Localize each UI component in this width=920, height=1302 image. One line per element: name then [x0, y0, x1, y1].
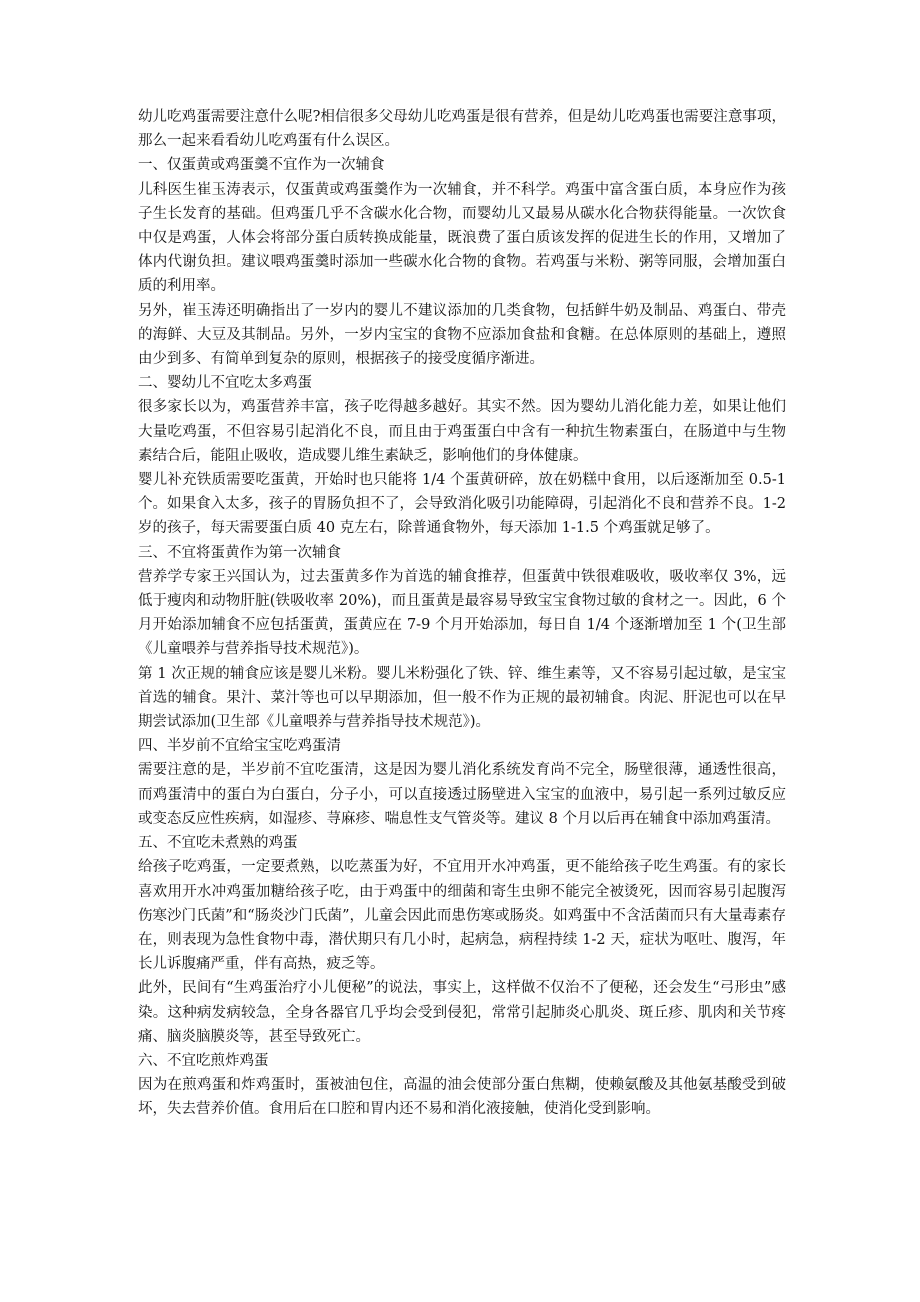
section-5-paragraph-1: 给孩子吃鸡蛋，一定要煮熟，以吃蒸蛋为好，不宜用开水冲鸡蛋，更不能给孩子吃生鸡蛋。有的家长喜欢用开水冲鸡蛋加糖给孩子吃，由于鸡蛋中的细菌和寄生虫卵不能完全被烫死，因而容易引起腹泻伤寒沙门氏菌”和“肠炎沙门氏菌”，儿童会因此而患伤寒或肠炎。如鸡蛋中不含活菌而只有大量毒素存在，则表现为急性食物中毒，潜伏期只有几小时，起病急，病程持续 1-2 天，症状为呕吐、腹泻，年长儿诉腹痛严重，伴有高热，疲乏等。 — [138, 859, 786, 973]
section-5-heading: 五、不宜吃未煮熟的鸡蛋 — [138, 835, 298, 852]
intro-paragraph: 幼儿吃鸡蛋需要注意什么呢?相信很多父母幼儿吃鸡蛋是很有营养，但是幼儿吃鸡蛋也需要注意事项，那么一起来看看幼儿吃鸡蛋有什么误区。 — [138, 109, 786, 150]
section-2-paragraph-2: 婴儿补充铁质需要吃蛋黄，开始时也只能将 1/4 个蛋黄研碎，放在奶糕中食用，以后逐渐加至 0.5-1 个。如果食入太多，孩子的胃肠负担不了，会导致消化吸引功能障碍，引起消化不良和营养不良。1-2 岁的孩子，每天需要蛋白质 40 克左右，除普通食物外，每天添加 1-1.5 个鸡蛋就足够了。 — [138, 472, 786, 537]
section-5-paragraph-2: 此外，民间有“生鸡蛋治疗小儿便秘”的说法，事实上，这样做不仅治不了便秘，还会发生“弓形虫”感染。这种病发病较急，全身各器官几乎均会受到侵犯，常常引起肺炎心肌炎、斑丘疹、肌肉和关节疼痛、脑炎脑膜炎等，甚至导致死亡。 — [138, 980, 786, 1045]
document-body — [138, 105, 786, 1122]
section-2-heading: 二、婴幼儿不宜吃太多鸡蛋 — [138, 375, 312, 392]
section-1-heading: 一、仅蛋黄或鸡蛋羹不宜作为一次辅食 — [138, 157, 385, 174]
section-2-paragraph-1: 很多家长以为，鸡蛋营养丰富，孩子吃得越多越好。其实不然。因为婴幼儿消化能力差，如果让他们大量吃鸡蛋，不但容易引起消化不良，而且由于鸡蛋蛋白中含有一种抗生物素蛋白，在肠道中与生物素结合后，能阻止吸收，造成婴儿维生素缺乏，影响他们的身体健康。 — [138, 399, 786, 464]
section-1-paragraph-1: 儿科医生崔玉涛表示，仅蛋黄或鸡蛋羹作为一次辅食，并不科学。鸡蛋中富含蛋白质，本身应作为孩子生长发育的基础。但鸡蛋几乎不含碳水化合物，而婴幼儿又最易从碳水化合物获得能量。一次饮食中仅是鸡蛋，人体会将部分蛋白质转换成能量，既浪费了蛋白质该发挥的促进生长的作用，又增加了体内代谢负担。建议喂鸡蛋羹时添加一些碳水化合物的食物。若鸡蛋与米粉、粥等同服，会增加蛋白质的利用率。 — [138, 181, 786, 295]
section-1-paragraph-2: 另外，崔玉涛还明确指出了一岁内的婴儿不建议添加的几类食物，包括鲜牛奶及制品、鸡蛋白、带壳的海鲜、大豆及其制品。另外，一岁内宝宝的食物不应添加食盐和食糖。在总体原则的基础上，遵照由少到多、有简单到复杂的原则，根据孩子的接受度循序渐进。 — [138, 302, 786, 368]
section-4-heading: 四、半岁前不宜给宝宝吃鸡蛋清 — [138, 738, 341, 755]
section-3-paragraph-2: 第 1 次正规的辅食应该是婴儿米粉。婴儿米粉强化了铁、锌、维生素等，又不容易引起过敏，是宝宝首选的辅食。果汁、菜汁等也可以早期添加，但一般不作为正规的最初辅食。肉泥、肝泥也可以在早期尝试添加(卫生部《儿童喂养与营养指导技术规范》)。 — [138, 665, 786, 731]
section-3-heading: 三、不宜将蛋黄作为第一次辅食 — [138, 544, 341, 561]
section-4-paragraph-1: 需要注意的是，半岁前不宜吃蛋清，这是因为婴儿消化系统发育尚不完全，肠壁很薄，通透性很高，而鸡蛋清中的蛋白为白蛋白，分子小，可以直接透过肠壁进入宝宝的血液中，易引起一系列过敏反应或变态反应性疾病，如湿疹、荨麻疹、喘息性支气管炎等。建议 8 个月以后再在辅食中添加鸡蛋清。 — [138, 762, 786, 827]
section-6-paragraph-1: 因为在煎鸡蛋和炸鸡蛋时，蛋被油包住，高温的油会使部分蛋白焦糊，使赖氨酸及其他氨基酸受到破坏，失去营养价值。食用后在口腔和胃内还不易和消化液接触，使消化受到影响。 — [138, 1077, 786, 1118]
section-6-heading: 六、不宜吃煎炸鸡蛋 — [138, 1052, 269, 1069]
section-3-paragraph-1: 营养学专家王兴国认为，过去蛋黄多作为首选的辅食推荐，但蛋黄中铁很难吸收，吸收率仅 3%，远低于瘦肉和动物肝脏(铁吸收率 20%)，而且蛋黄是最容易导致宝宝食物过敏的食材之一。因此，6 个月开始添加辅食不应包括蛋黄，蛋黄应在 7-9 个月开始添加，每日自 1/4 个逐渐增加至 1 个(卫生部《儿童喂养与营养指导技术规范》)。 — [138, 568, 786, 658]
